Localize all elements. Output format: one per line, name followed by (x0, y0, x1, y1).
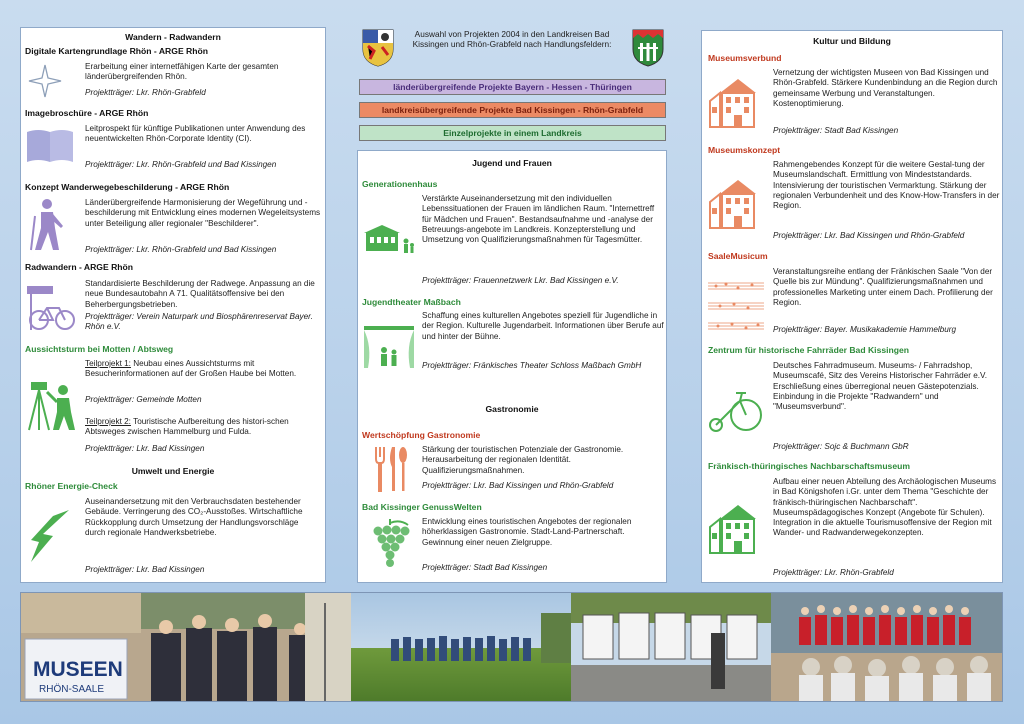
theater-stage-icon (364, 326, 414, 375)
column-wandern-umwelt (20, 27, 326, 583)
project-title-kartengrundlage: Digitale Kartengrundlage Rhön - ARGE Rhön (25, 46, 209, 56)
project-carrier-wertschoepfung: Projektträger: Lkr. Bad Kissingen und Rhön-Grabfeld (422, 481, 614, 490)
section-title-kultur: Kultur und Bildung (813, 36, 891, 46)
section-title-gastronomie: Gastronomie (485, 404, 539, 414)
legend-band-landkreisuebergreifend: landkreisübergreifende Projekte Bad Kissingen - Rhön-Grabfeld (359, 102, 666, 118)
project-desc-radwandern: Standardisierte Beschilderung der Radwege. Anpassung an die neue Bundesautobahn A 71. Qualitätsoffensive bei den Beherbergungsbetrieben. (85, 279, 315, 309)
legend-band-laenderuebergreifend: länderübergreifende Projekte Bayern - Hessen - Thüringen (359, 79, 666, 95)
museum-house-icon (708, 501, 764, 562)
project-title-radwandern: Radwandern - ARGE Rhön (25, 262, 134, 272)
legend-band-einzelprojekte: Einzelprojekte in einem Landkreis (359, 125, 666, 141)
teilprojekt-1-label: Teilprojekt 1: (85, 359, 131, 368)
project-desc-jugendtheater: Schaffung eines kulturellen Angebotes speziell für Jugendliche in der Region. Kulturelle Jugendarbeit. Informationen über Berufe auf und hinter der Bühne. (422, 311, 664, 341)
project-desc-energie-check: Auseinandersetzung mit den Verbrauchsdaten bestehender Gebäude. Verringerung des CO₂-Ausstoßes. Wirtschaftliche Rückkopplung durch Umsetzung der Handlungsvorschläge durch regionale Handwerksbetriebe. (85, 497, 303, 537)
project-carrier-radwandern: Projektträger: Verein Naturpark und Biosphärenreservat Bayer. Rhön e.V. (85, 312, 313, 332)
project-title-wanderwegebeschilderung: Konzept Wanderwegebeschilderung - ARGE Rhön (25, 182, 230, 192)
project-carrier-nachbarschaftsmuseum: Projektträger: Lkr. Rhön-Grabfeld (773, 568, 894, 577)
project-carrier-museumskonzept: Projektträger: Lkr. Bad Kissingen und Rhön-Grabfeld (773, 231, 965, 240)
header-intro-text: Auswahl von Projekten 2004 in den Landkreisen Bad Kissingen und Rhön-Grabfeld nach Handlungsfeldern: (412, 29, 612, 49)
project-carrier-generationenhaus: Projektträger: Frauennetzwerk Lkr. Bad Kissingen e.V. (422, 276, 619, 285)
project-desc-museumsverbund: Vernetzung der wichtigsten Museen von Bad Kissingen und Rhön-Grabfeld. Stärkere Kundenbindung an die Region durch gemeinsame Werbung und Veranstaltungen. Kostenoptimierung. (773, 68, 998, 108)
project-desc-aussichtsturm-tp1 (85, 359, 321, 380)
teilprojekt-1-text: Neubau eines Aussichtsturms mit Besucherinformationen auf der Großen Haube bei Motten. (85, 359, 297, 379)
section-title-umwelt: Umwelt und Energie (131, 466, 215, 476)
project-desc-wanderwegebeschilderung: Länderübergreifende Harmonisierung der Wegeführung und -beschilderung mit Entwicklung eines modernen Wegeleitsystems unter Beteiligung aller regionaler "Beschilderer". (85, 198, 321, 228)
project-desc-imagebroschuere: Leitprospekt für künftige Publikationen unter Anwendung des neuentwickelten Rhön-Corporate Identity (CI). (85, 124, 306, 144)
project-title-museumskonzept: Museumskonzept (708, 145, 781, 155)
project-title-jugendtheater: Jugendtheater Maßbach (362, 297, 461, 307)
project-title-generationenhaus: Generationenhaus (362, 179, 438, 189)
grapes-icon (368, 517, 412, 574)
project-carrier-jugendtheater: Projektträger: Fränkisches Theater Schloss Maßbach GmbH (422, 361, 642, 370)
generationenhaus-icon (362, 223, 416, 264)
project-carrier-wanderwegebeschilderung: Projektträger: Lkr. Rhön-Grabfeld und Bad Kissingen (85, 245, 277, 254)
museen-banner-text: MUSEEN (33, 658, 123, 681)
teilprojekt-2-text: Touristische Aufbereitung des histori-schen Abtsweges zwischen Hammelburg und Fulda. (85, 417, 289, 437)
project-carrier-genusswelten: Projektträger: Stadt Bad Kissingen (422, 563, 548, 572)
surveyor-icon (25, 380, 79, 437)
compass-star-icon (27, 63, 63, 104)
bicycle-sign-icon (25, 286, 77, 337)
project-desc-museumskonzept: Rahmengebendes Konzept für die weitere Gestal-tung der Museumslandschaft. Ermittlung von Mindeststandards. Intensivierung der touristischen Vermarktung. Stärkung der regionalen Verbundenheit und des Know-How-Transfers in der Region. (773, 160, 1000, 211)
project-title-nachbarschaftsmuseum: Fränkisch-thüringisches Nachbarschaftsmuseum (708, 461, 911, 471)
project-carrier-fahrraeder: Projektträger: Sojc & Buchmann GbR (773, 442, 909, 451)
coat-of-arms-bad-kissingen (362, 29, 394, 67)
project-desc-wertschoepfung: Stärkung der touristischen Potenziale der Gastronomie. Herausarbeitung der regionalen Identität. Qualifizierungsmaßnahmen. (422, 445, 624, 475)
teilprojekt-2-label: Teilprojekt 2: (85, 417, 131, 426)
column-jugend-gastronomie (357, 150, 667, 583)
project-desc-fahrraeder: Deutsches Fahrradmuseum. Museums- / Fahrradshop, Museumscafé, Sitz des Vereins Historischer Fahrräder e.V. Erschließung eines überregional neuen Gästepotenzials. Einbindung in die Projekte "Radwandern" und "Museumsverbund". (773, 361, 988, 412)
project-title-museumsverbund: Museumsverbund (708, 53, 782, 63)
project-carrier-museumsverbund: Projektträger: Stadt Bad Kissingen (773, 126, 899, 135)
project-title-imagebroschuere: Imagebroschüre - ARGE Rhön (25, 108, 149, 118)
project-title-fahrraeder: Zentrum für historische Fahrräder Bad Kissingen (708, 345, 910, 355)
lightning-bolt-icon (29, 508, 71, 569)
project-carrier-kartengrundlage: Projektträger: Lkr. Rhön-Grabfeld (85, 88, 206, 97)
section-title-wandern: Wandern - Radwandern (125, 32, 221, 42)
project-title-aussichtsturm: Aussichtsturm bei Motten / Abtsweg (25, 344, 174, 354)
open-brochure-icon (25, 128, 75, 169)
project-title-genusswelten: Bad Kissinger GenussWelten (362, 502, 482, 512)
museum-building-icon (708, 75, 764, 136)
project-title-saalemusicum: SaaleMusicum (708, 251, 768, 261)
project-carrier-saalemusicum: Projektträger: Bayer. Musikakademie Hammelburg (773, 325, 957, 334)
cutlery-icon (370, 445, 410, 498)
coat-of-arms-rhoen-grabfeld (632, 29, 664, 67)
project-desc-nachbarschaftsmuseum: Aufbau einer neuen Abteilung des Archäologischen Museums in Bad Königshofen i.Gr. unter dem Thema "Geschichte der fränkisch-thüringischen Nachbarschaft". Museumspädagogisches Konzept (Angebote für Schulen). Integration in die aktuelle Tourismusoffensive der Region mit Wander- und Radwanderwegekonzepten. (773, 477, 997, 538)
hiker-icon (27, 198, 67, 259)
project-carrier-aussichtsturm-tp2: Projektträger: Lkr. Bad Kissingen (85, 444, 205, 453)
project-carrier-imagebroschuere: Projektträger: Lkr. Rhön-Grabfeld und Bad Kissingen (85, 160, 277, 169)
project-carrier-energie-check: Projektträger: Lkr. Bad Kissingen (85, 565, 205, 574)
project-desc-saalemusicum: Veranstaltungsreihe entlang der Fränkischen Saale "Von der Quelle bis zur Mündung". Qualifizierungsmaßnahmen und professionelles Marketing unter einem Dach. Profilierung der Region. (773, 267, 993, 307)
photo-collage-strip (20, 592, 1003, 702)
project-desc-kartengrundlage: Erarbeitung einer internetfähigen Karte der gesamten länderübergreifenden Rhön. (85, 62, 279, 82)
project-title-wertschoepfung: Wertschöpfung Gastronomie (362, 430, 481, 440)
project-desc-aussichtsturm-tp2 (85, 417, 321, 438)
project-title-energie-check: Rhöner Energie-Check (25, 481, 118, 491)
tricycle-icon (708, 385, 766, 438)
section-title-jugend: Jugend und Frauen (472, 158, 552, 168)
museen-banner-subtext: RHÖN-SAALE (39, 684, 105, 695)
column-kultur-bildung (701, 30, 1003, 583)
sheet-music-icon (708, 279, 764, 340)
museum-building-icon (708, 176, 764, 237)
project-carrier-aussichtsturm-tp1: Projektträger: Gemeinde Motten (85, 395, 202, 404)
project-desc-generationenhaus: Verstärkte Auseinandersetzung mit den individuellen Lebenssituationen der Frauen im ländlichen Raum. "Internettreff für Mädchen und Frauen". Bestandsaufnahme und -analyse der Betreuungs-angebote im Landkreis. Konzepterstellung und Umsetzung von Qualifizierungsmaßnahmen für Tagesmütter. (422, 194, 655, 245)
project-desc-genusswelten: Entwicklung eines touristischen Angebotes der regionalen höherklassigen Gastronomie. Stadt-Land-Partnerschaft. Gewinnung einer neuen Zielgruppe. (422, 517, 632, 547)
